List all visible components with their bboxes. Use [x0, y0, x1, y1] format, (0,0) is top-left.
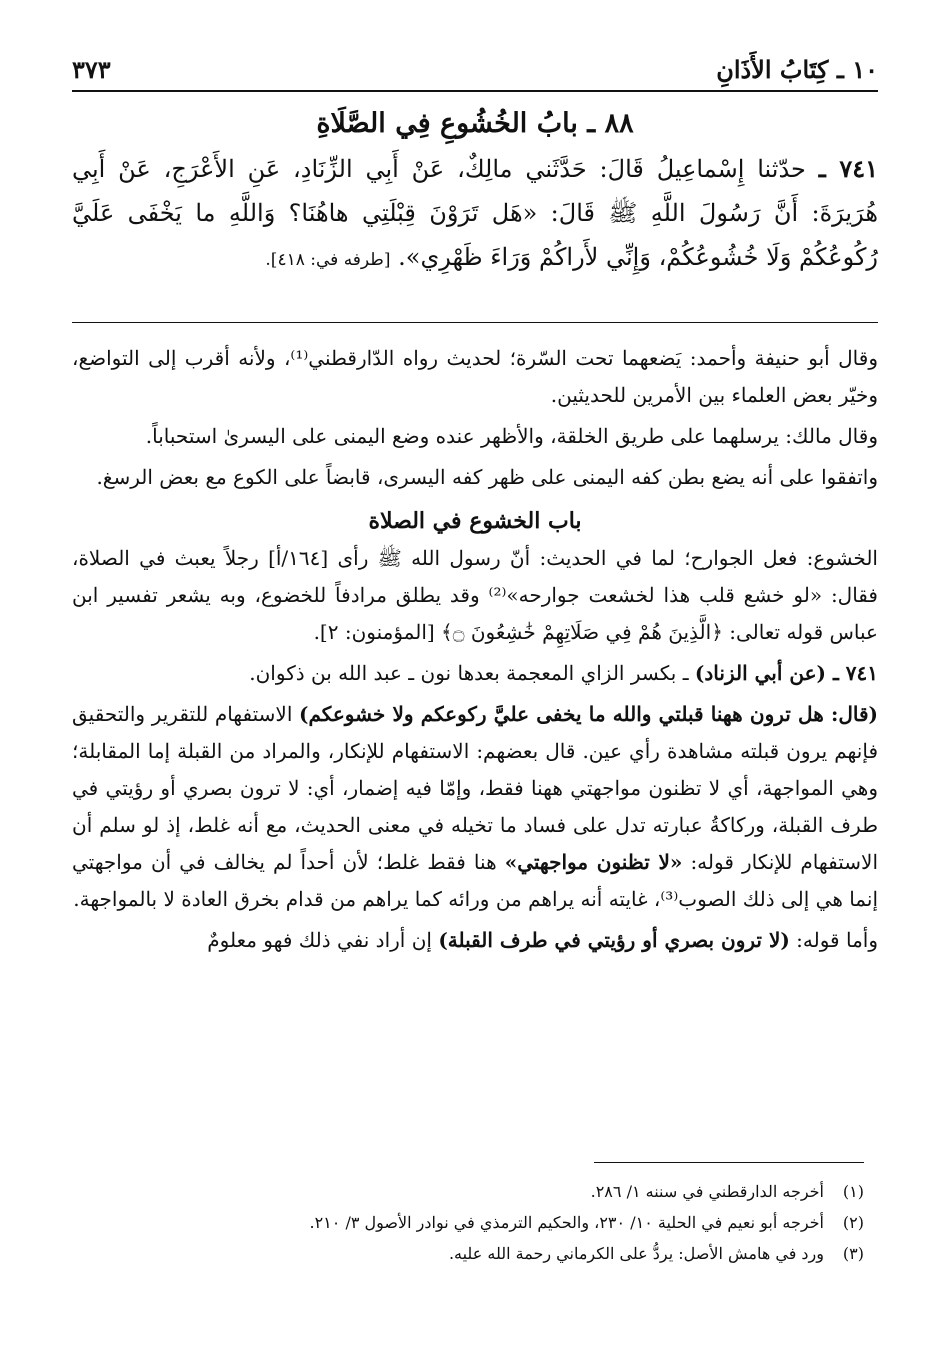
commentary — [72, 340, 878, 963]
commentary-subtitle: باب الخشوع في الصلاة — [368, 508, 582, 534]
paragraph-text: وأما قوله: — [789, 928, 878, 952]
commentary-paragraph: الخشوع: فعل الجوارح؛ لما في الحديث: أنّ رسول الله ﷺ رأى [١٦٤/أ] رجلاً يعبث في الصلاة، فقال: «لو خشع قلب هذا لخشعت جوارحه»⁽²⁾ وقد يطلق مرادفاً للخضوع، وبه يشعر تفسير ابن عباس قوله تعالى: ﴿الَّذِينَ هُمْ فِي صَلَاتِهِمْ خَٰشِعُونَ ۝﴾ [المؤمنون: ٢]. — [72, 546, 878, 644]
footnote-text: أخرجه أبو نعيم في الحلية ١٠/ ٢٣٠، والحكيم الترمذي في نوادر الأصول ٣/ ٢١٠. — [309, 1213, 824, 1232]
footnote-text: أخرجه الدارقطني في سننه ١/ ٢٨٦. — [590, 1182, 824, 1201]
footnote-text: ورد في هامش الأصل: يردُّ على الكرماني رحمة الله عليه. — [448, 1244, 824, 1263]
paragraph-text: ـ بكسر الزاي المعجمة بعدها نون ـ عبد الله بن ذكوان. — [249, 661, 695, 685]
footnote-number: (٢) — [842, 1213, 864, 1232]
footnote-divider — [594, 1162, 864, 1163]
running-head: ١٠ ـ كِتَابُ الأَذَانِ — [716, 55, 878, 84]
footnote — [72, 1207, 864, 1238]
page-number: ٣٧٣ — [72, 55, 111, 84]
commentary-paragraph: واتفقوا على أنه يضع بطن كفه اليمنى على ظهر كفه اليسرى، قابضاً على الكوع مع بعض الرسغ. — [96, 465, 878, 489]
chapter-title: ٨٨ ـ بابُ الخُشُوعِ فِي الصَّلَاةِ — [316, 108, 634, 139]
commentary-paragraph — [72, 655, 878, 692]
paragraph-text: الاستفهام للتقرير والتحقيق فإنهم يرون قبلته مشاهدة رأي عين. قال بعضهم: الاستفهام للإنكار، والمراد من القبلة إما المقابلة؛ وهي المواجهة، أي لا تظنون مواجهتي ههنا فقط، وإمّا فيه إضمار، أي: لا ترون بصري أو رؤيتي في طرف القبلة، وركاكةُ عبارته تدل على فساد ما تخيله في معنى الحديث، مع أنه غلط، إذ لو سلم أن الاستفهام للإنكار قوله: — [72, 702, 878, 874]
hadith-reference: [طرفه في: ٤١٨]. — [265, 250, 391, 270]
bold-phrase: (لا ترون بصري أو رؤيتي في طرف القبلة) — [438, 928, 790, 952]
footnote-number: (١) — [842, 1182, 864, 1201]
commentary-paragraph — [72, 696, 878, 918]
hadith-text — [72, 147, 878, 282]
footnote — [72, 1176, 864, 1207]
footnote — [72, 1238, 864, 1269]
paragraph-text: هنا فقط غلط؛ لأن أحداً لم يخالف في أن مواجهتي إنما هي إلى ذلك الصوب⁽³⁾، غايته أنه يراهم من ورائه كما يراهم من قدام بخرق العادة لا بالمواجهة. — [72, 850, 878, 911]
page-header — [72, 40, 878, 92]
footnote-number: (٣) — [842, 1244, 864, 1263]
bold-phrase: (قال: هل ترون ههنا قبلتي والله ما يخفى عليَّ ركوعكم ولا خشوعكم) — [299, 702, 878, 726]
hadith-number: ٧٤١ ـ — [818, 154, 879, 183]
bold-phrase: «لا تظنون مواجهتي» — [504, 850, 683, 874]
section-divider — [72, 322, 878, 323]
commentary-paragraph — [72, 922, 878, 959]
paragraph-text: إن أراد نفي ذلك فهو معلومٌ — [207, 928, 439, 952]
main-text — [72, 108, 878, 282]
commentary-paragraph: وقال مالك: يرسلهما على طريق الخلقة، والأظهر عنده وضع اليمنى على اليسرىٰ استحباباً. — [145, 424, 878, 448]
bold-phrase: ٧٤١ ـ (عن أبي الزناد) — [694, 661, 878, 685]
hadith-body: حدّثنا إِسْماعِيلُ قَالَ: حَدَّثَني مالِكٌ، عَنْ أَبِي الزِّنَادِ، عَنِ الأَعْرَجِ، عَنْ أَبِي هُرَيرَةَ: أَنَّ رَسُولَ اللَّهِ ﷺ قَالَ: «هَل تَرَوْنَ قِبْلَتِي هاهُنَا؟ وَاللَّهِ ما يَخْفَى عَلَيَّ رُكُوعُكُمْ وَلَا خُشُوعُكُمْ، وَإِنِّي لأَراكُمْ وَرَاءَ ظَهْرِي». — [72, 155, 878, 271]
footnotes — [72, 1176, 864, 1269]
commentary-paragraph: وقال أبو حنيفة وأحمد: يَضعهما تحت السّرة؛ لحديث رواه الدّارقطني⁽¹⁾، ولأنه أقرب إلى التواضع، وخيّر بعض العلماء بين الأمرين للحديثين. — [72, 346, 878, 407]
